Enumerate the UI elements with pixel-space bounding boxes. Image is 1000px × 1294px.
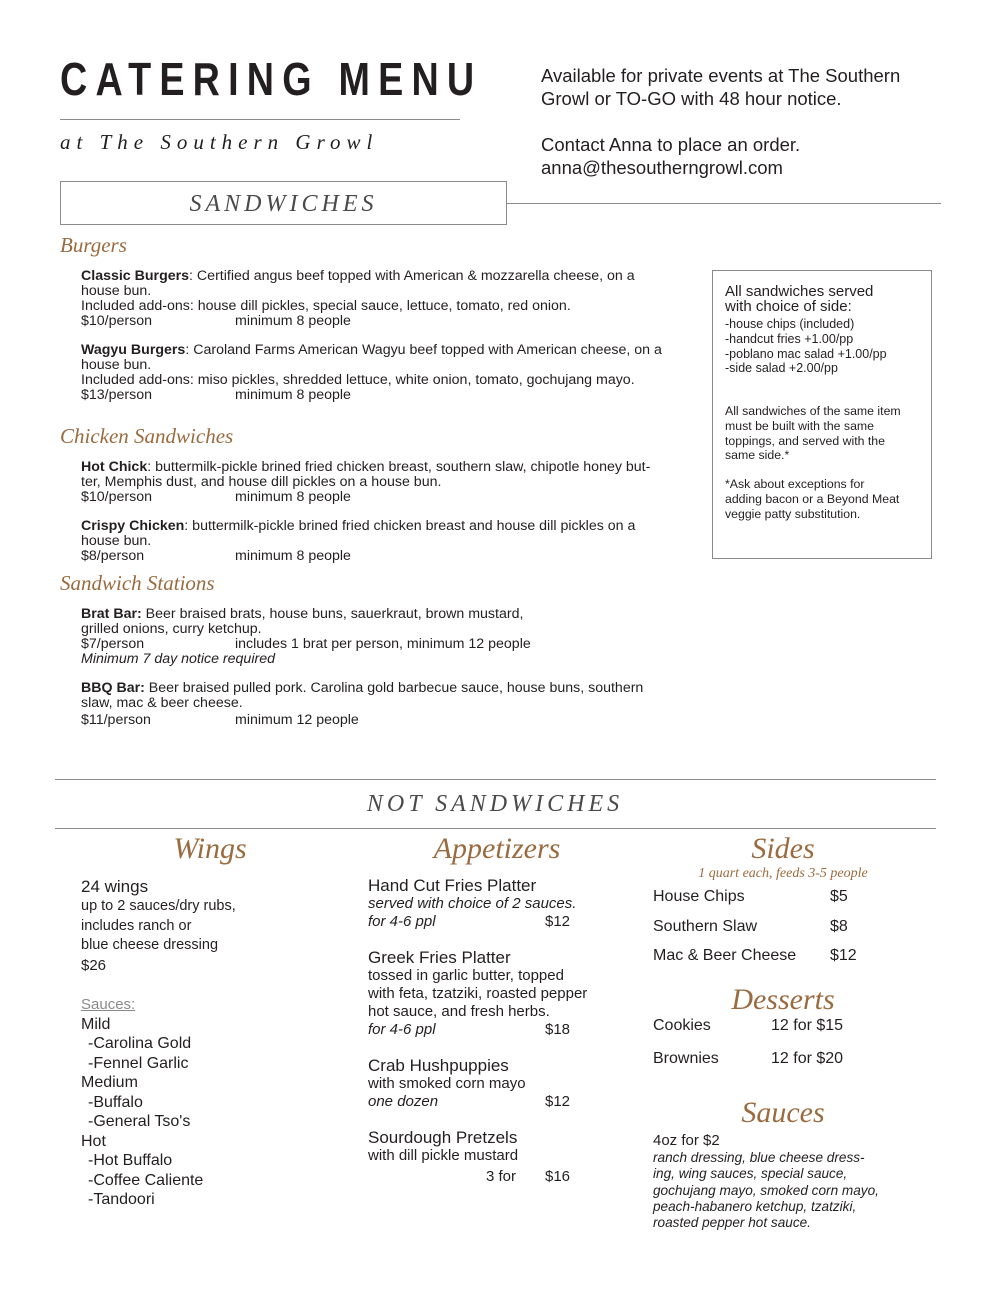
item-description: : Certified angus beef topped with American & mozzarella cheese, on a bbox=[189, 268, 635, 284]
availability-info bbox=[541, 64, 900, 179]
appetizers-heading: Appetizers bbox=[433, 832, 561, 865]
sides-heading: Sides bbox=[751, 832, 815, 865]
list-item bbox=[653, 888, 848, 906]
appetizer-description: served with choice of 2 sauces. bbox=[368, 895, 577, 912]
wings-description bbox=[81, 897, 236, 975]
sauces-line: gochujang mayo, smoked corn mayo, bbox=[653, 1182, 879, 1198]
appetizer-crab-hushpuppies bbox=[368, 1057, 628, 1111]
sauces-list bbox=[653, 1150, 923, 1231]
sandwiches-heading-box bbox=[60, 181, 507, 225]
item-description: house bun. bbox=[81, 533, 152, 549]
heat-level-hot: Hot bbox=[81, 1132, 106, 1150]
appetizer-description: with smoked corn mayo bbox=[368, 1075, 526, 1092]
list-item bbox=[653, 1017, 844, 1035]
appetizer-price: $12 bbox=[545, 1093, 571, 1110]
note-line: All sandwiches of the same item bbox=[725, 404, 901, 418]
not-sandwiches-top-rule bbox=[55, 779, 936, 780]
item-minimum: minimum 8 people bbox=[235, 387, 351, 403]
sandwiches-heading: SANDWICHES bbox=[189, 191, 378, 217]
wing-sauce: -General Tso's bbox=[88, 1113, 191, 1130]
category-heading-stations: Sandwich Stations bbox=[60, 571, 215, 595]
contact-email-link[interactable]: anna@thesoutherngrowl.com bbox=[541, 157, 783, 178]
info-line: Growl or TO-GO with 48 hour notice. bbox=[541, 88, 842, 109]
item-minimum: minimum 8 people bbox=[235, 548, 351, 564]
wing-sauce: -Coffee Caliente bbox=[88, 1171, 204, 1189]
item-price: $11/person bbox=[81, 712, 151, 728]
item-description: ter, Memphis dust, and house dill pickles on a house bun. bbox=[81, 474, 442, 490]
note-line: must be built with the same bbox=[725, 418, 874, 433]
item-name: Classic Burgers bbox=[81, 268, 190, 284]
heat-level-medium: Medium bbox=[81, 1074, 138, 1091]
desserts-heading: Desserts bbox=[731, 983, 835, 1016]
wings-price: $26 bbox=[81, 956, 107, 974]
note-line: veggie patty substitution. bbox=[725, 506, 861, 521]
item-name: Hot Chick bbox=[81, 459, 148, 475]
item-name: Mac & Beer Cheese bbox=[653, 947, 797, 964]
sauces-line: ranch dressing, blue cheese dress- bbox=[653, 1150, 865, 1165]
sandwich-sides-info-box bbox=[712, 270, 932, 559]
item-description: : buttermilk-pickle brined fried chicken breast, southern slaw, chipotle honey but- bbox=[147, 459, 651, 475]
appetizer-greek-fries bbox=[368, 949, 628, 1039]
menu-item-brat-bar bbox=[81, 607, 706, 667]
item-price: 12 for $15 bbox=[771, 1017, 844, 1034]
sauces-price: 4oz for $2 bbox=[653, 1132, 720, 1149]
sides-intro-line: with choice of side: bbox=[725, 298, 852, 315]
item-name: Cookies bbox=[653, 1017, 711, 1034]
same-item-note bbox=[725, 404, 901, 463]
list-item bbox=[653, 947, 857, 965]
wing-sauce: -Tandoori bbox=[88, 1191, 155, 1208]
wings-desc-line: blue cheese dressing bbox=[81, 937, 219, 953]
not-sandwiches-bottom-rule bbox=[55, 828, 936, 829]
sauces-info bbox=[653, 1132, 923, 1231]
sides-intro-line: All sandwiches served bbox=[725, 283, 874, 300]
item-minimum: includes 1 brat per person, minimum 12 people bbox=[235, 636, 531, 652]
sandwiches-heading-rule bbox=[507, 203, 941, 204]
item-price: $10/person bbox=[81, 313, 152, 329]
item-price: $8 bbox=[830, 917, 848, 935]
appetizer-description: with feta, tzatziki, roasted pepper bbox=[368, 985, 588, 1002]
note-line: toppings, and served with the bbox=[725, 433, 885, 448]
info-line: Available for private events at The Southern bbox=[541, 65, 901, 86]
item-description: : buttermilk-pickle brined fried chicken breast and house dill pickles on a bbox=[184, 518, 636, 534]
wings-count: 24 wings bbox=[81, 877, 149, 896]
item-price: $5 bbox=[830, 888, 848, 905]
wings-desc-line: includes ranch or bbox=[81, 917, 192, 934]
appetizer-description: hot sauce, and fresh herbs. bbox=[368, 1003, 550, 1020]
appetizer-name: Greek Fries Platter bbox=[368, 948, 511, 967]
side-option: -handcut fries +1.00/pp bbox=[725, 331, 854, 346]
list-item bbox=[653, 1049, 844, 1068]
note-line: same side.* bbox=[725, 448, 790, 463]
item-minimum: minimum 12 people bbox=[235, 712, 359, 728]
item-price: $7/person bbox=[81, 636, 145, 652]
wings-desc-line: up to 2 sauces/dry rubs, bbox=[81, 898, 236, 914]
appetizer-price: $18 bbox=[545, 1021, 571, 1038]
item-price: $10/person bbox=[81, 489, 152, 505]
not-sandwiches-heading: NOT SANDWICHES bbox=[366, 791, 624, 817]
wings-heading: Wings bbox=[173, 832, 247, 865]
item-price: $8/person bbox=[81, 548, 145, 564]
item-description: house bun. bbox=[81, 357, 152, 373]
item-price: $13/person bbox=[81, 387, 152, 403]
item-description: : Caroland Farms American Wagyu beef topped with American cheese, on a bbox=[185, 342, 662, 358]
appetizer-fries-platter bbox=[368, 877, 628, 931]
wings-details bbox=[81, 877, 236, 975]
item-minimum: minimum 8 people bbox=[235, 313, 351, 329]
sides-subheading: 1 quart each, feeds 3-5 people bbox=[698, 866, 868, 881]
wing-sauce: -Buffalo bbox=[88, 1093, 143, 1111]
appetizer-description: with dill pickle mustard bbox=[368, 1147, 519, 1164]
item-name: House Chips bbox=[653, 888, 745, 905]
note-line: adding bacon or a Beyond Meat bbox=[725, 491, 900, 506]
appetizer-serves: 3 for bbox=[486, 1168, 517, 1185]
sauces-line: roasted pepper hot sauce. bbox=[653, 1215, 811, 1231]
category-heading-chicken: Chicken Sandwiches bbox=[60, 424, 234, 448]
page-title: CATERING MENU bbox=[60, 53, 483, 105]
item-name: Brat Bar: bbox=[81, 606, 142, 622]
appetizer-sourdough-pretzels bbox=[368, 1129, 628, 1186]
page-subtitle: at The Southern Growl bbox=[60, 130, 379, 154]
menu-item-wagyu-burgers bbox=[81, 343, 706, 403]
side-options-list bbox=[725, 317, 887, 376]
wing-sauce: -Fennel Garlic bbox=[88, 1054, 189, 1072]
item-description: house bun. bbox=[81, 283, 152, 299]
sauces-line: ing, wing sauces, special sauce, bbox=[653, 1166, 848, 1182]
appetizer-serves: for 4-6 ppl bbox=[368, 1021, 436, 1038]
item-note: Minimum 7 day notice required bbox=[81, 651, 275, 667]
sauces-heading: Sauces bbox=[741, 1096, 825, 1129]
appetizer-price: $12 bbox=[545, 913, 571, 930]
menu-item-bbq-bar bbox=[81, 681, 706, 728]
item-addons: Included add-ons: miso pickles, shredded lettuce, white onion, tomato, gochujang mayo. bbox=[81, 372, 635, 388]
heat-level-mild: Mild bbox=[81, 1015, 111, 1033]
appetizer-name: Crab Hushpuppies bbox=[368, 1056, 509, 1075]
list-item bbox=[653, 917, 848, 936]
sauces-line: peach-habanero ketchup, tzatziki, bbox=[653, 1198, 857, 1214]
note-line: *Ask about exceptions for bbox=[725, 477, 865, 491]
item-addons: Included add-ons: house dill pickles, special sauce, lettuce, tomato, red onion. bbox=[81, 298, 571, 314]
exceptions-note bbox=[725, 477, 899, 521]
side-option: -poblano mac salad +1.00/pp bbox=[725, 346, 887, 361]
item-name: Southern Slaw bbox=[653, 917, 758, 935]
appetizer-serves: one dozen bbox=[368, 1093, 439, 1110]
sides-intro bbox=[725, 284, 873, 314]
category-heading-burgers: Burgers bbox=[60, 233, 127, 257]
wing-sauce: -Hot Buffalo bbox=[88, 1152, 173, 1169]
appetizer-description: tossed in garlic butter, topped bbox=[368, 967, 564, 984]
menu-item-crispy-chicken bbox=[81, 519, 706, 564]
item-description: grilled onions, curry ketchup. bbox=[81, 621, 262, 637]
item-name: BBQ Bar: bbox=[81, 680, 145, 696]
side-option: -house chips (included) bbox=[725, 317, 855, 331]
side-option: -side salad +2.00/pp bbox=[725, 361, 838, 376]
menu-item-hot-chick bbox=[81, 460, 706, 505]
menu-item-classic-burgers bbox=[81, 269, 706, 329]
title-underline bbox=[60, 119, 460, 120]
appetizer-serves: for 4-6 ppl bbox=[368, 913, 436, 930]
item-price: $12 bbox=[830, 947, 857, 964]
item-description: Beer braised brats, house buns, sauerkraut, brown mustard, bbox=[141, 606, 524, 622]
appetizer-price: $16 bbox=[545, 1168, 571, 1185]
wing-sauces-label: Sauces: bbox=[81, 996, 136, 1013]
item-minimum: minimum 8 people bbox=[235, 489, 351, 505]
wing-sauce: -Carolina Gold bbox=[88, 1035, 192, 1052]
item-price: 12 for $20 bbox=[771, 1049, 844, 1067]
appetizer-name: Hand Cut Fries Platter bbox=[368, 876, 537, 895]
wing-sauces-list bbox=[81, 995, 203, 1210]
appetizer-name: Sourdough Pretzels bbox=[368, 1128, 518, 1147]
item-name: Wagyu Burgers bbox=[81, 342, 186, 358]
item-name: Crispy Chicken bbox=[81, 518, 185, 534]
item-description: slaw, mac & beer cheese. bbox=[81, 695, 243, 711]
item-description: Beer braised pulled pork. Carolina gold barbecue sauce, house buns, southern bbox=[144, 680, 644, 696]
item-name: Brownies bbox=[653, 1049, 719, 1067]
contact-line: Contact Anna to place an order. bbox=[541, 134, 801, 155]
